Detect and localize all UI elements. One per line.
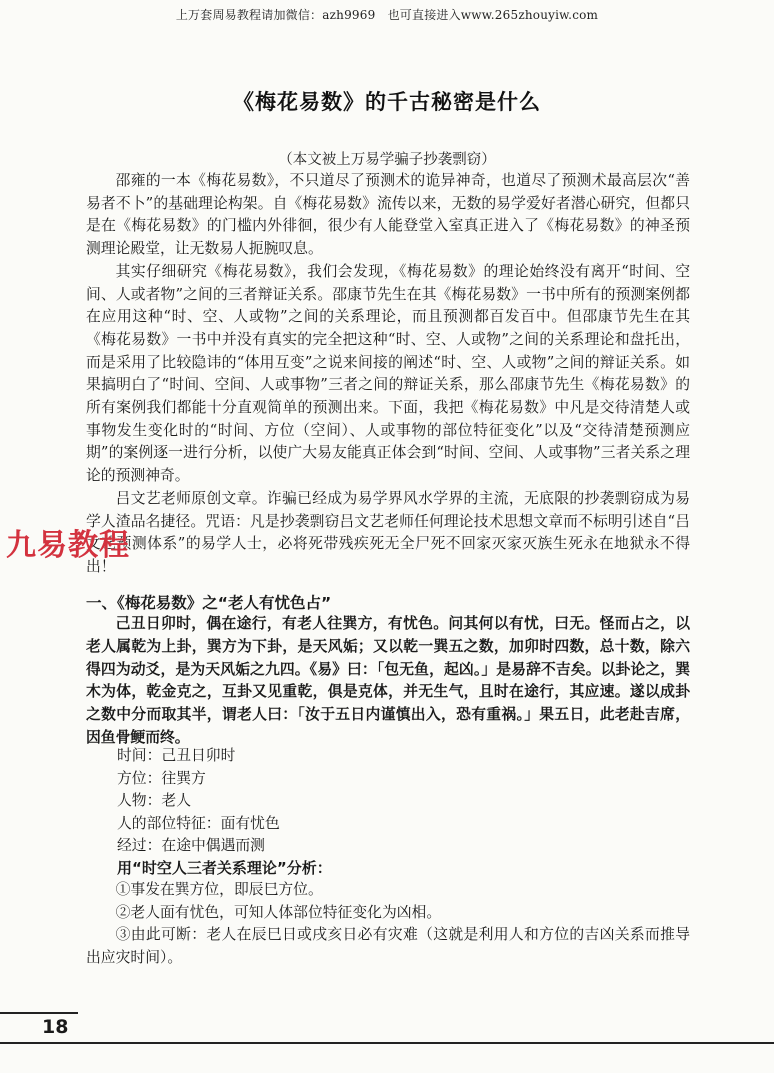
paragraph-theory: 其实仔细研究《梅花易数》，我们会发现，《梅花易数》的理论始终没有离开“时间、空间、人或者物”之间的三者辩证关系。邵康节先生在其《梅花易数》一书中所有的预测案例都在应用这种“时、空、人或物”之间的关系理论，而且预测都百发百中。但邵康节先生在其《梅花易数》一书中并没有真实的完全把这种“时、空、人或物”之间的关系理论和盘托出，而是采用了比较隐讳的“体用互变”之说来间接的阐述“时、空、人或物”之间的辩证关系。如果搞明白了“时间、空间、人或事物”三者之间的辩证关系，那么邵康节先生《梅花易数》的所有案例我们都能十分直观简单的预测出来。下面，我把《梅花易数》中凡是交待清楚人或事物发生变化时的“时间、方位（空间）、人或事物的部位特征变化”以及“交待清楚预测应期”的案例逐一进行分析，以使广大易友能真正体会到“时间、空间、人或事物”三者关系之理论的预测神奇。 — [86, 262, 690, 485]
footer-rule-bottom — [0, 1042, 774, 1044]
paragraph-copyright: 吕文艺老师原创文章。诈骗已经成为易学界风水学界的主流，无底限的抄袭剽窃成为易学人渣品名捷径。咒语：凡是抄袭剽窃吕文艺老师任何理论技术思想文章而不标明引述自“吕文艺预测体系”的易学人士，必将死带残疾死无全尸死不回家灭家灭族生死永在地狱永不得出！ — [86, 489, 690, 575]
analysis-item-1: ①事发在巽方位，即辰巳方位。 — [115, 881, 323, 898]
fact-person: 人物：老人 — [117, 792, 191, 809]
analysis-item-3: ③由此可断：老人在辰巳日或戌亥日必有灾难（这就是利用人和方位的吉凶关系而推导出应灾时间）。 — [86, 926, 690, 966]
case-story — [86, 613, 690, 750]
analysis-list — [86, 879, 690, 969]
case-story-text: 己丑日卯时，偶在途行，有老人往巽方，有忧色。问其何以有忧，曰无。怪而占之，以老人属乾为上卦，巽方为下卦，是天风姤；又以乾一巽五之数，加卯时四数，总十数，除六得四为动爻，是为天风姤之九四。《易》曰：「包无鱼，起凶。」是易辞不吉矣。以卦论之，巽木为体，乾金克之，互卦又见重乾，俱是克体，并无生气，且时在途行，其应速。遂以成卦之数中分而取其半，谓老人曰：「汝于五日内谨慎出入，恐有重祸。」果五日，此老赴吉席，因鱼骨鲠而终。 — [86, 615, 690, 746]
footer-rule-top — [0, 1012, 78, 1014]
case-facts — [117, 745, 280, 858]
section-heading: 一、《梅花易数》之“老人有忧色占” — [86, 594, 332, 612]
article-subtitle: （本文被上万易学骗子抄袭剽窃） — [278, 152, 496, 168]
page-header-note: 上万套周易教程请加微信：azh9969 也可直接进入www.265zhouyiw.com — [175, 8, 599, 22]
article-title: 《梅花易数》的千古秘密是什么 — [233, 90, 541, 114]
analysis-item-2: ②老人面有忧色，可知人体部位特征变化为凶相。 — [115, 903, 442, 921]
fact-feature: 人的部位特征：面有忧色 — [117, 814, 280, 832]
fact-process: 经过：在途中偶遇而测 — [117, 837, 265, 854]
analysis-heading: 用“时空人三者关系理论”分析： — [117, 859, 332, 877]
fact-direction: 方位：往巽方 — [117, 769, 206, 787]
article-body — [86, 170, 690, 579]
page-number: 18 — [42, 1016, 69, 1038]
paragraph-intro: 邵雍的一本《梅花易数》，不只道尽了预测术的诡异神奇，也道尽了预测术最高层次“善易者不卜”的基础理论构架。自《梅花易数》流传以来，无数的易学爱好者潜心研究，但都只是在《梅花易数》的门槛内外徘徊，很少有人能登堂入室真正进入了《梅花易数》的神圣预测理论殿堂，让无数易人扼腕叹息。 — [86, 172, 690, 258]
watermark-logo: 九易教程 — [6, 528, 130, 563]
fact-time: 时间：己丑日卯时 — [117, 747, 236, 764]
